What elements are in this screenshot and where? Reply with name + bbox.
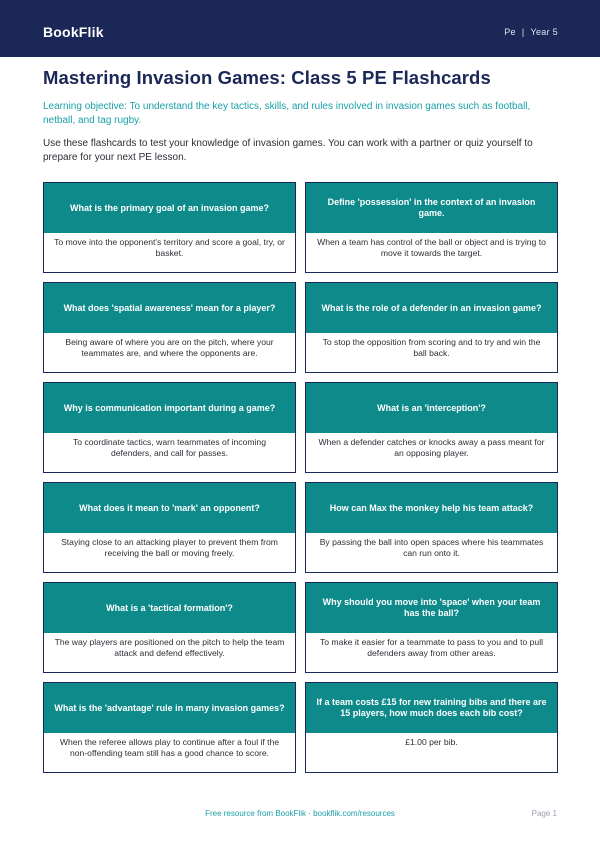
brand-logo[interactable]: BookFlik — [43, 24, 104, 40]
flashcard[interactable] — [43, 582, 296, 673]
page-title: Mastering Invasion Games: Class 5 PE Flashcards — [43, 67, 491, 88]
flashcard-question: Why is communication important during a game? — [44, 383, 295, 433]
flashcard[interactable] — [305, 582, 558, 673]
flashcard[interactable] — [43, 382, 296, 473]
flashcard-question: What is the role of a defender in an invasion game? — [306, 283, 557, 333]
flashcard-question: How can Max the monkey help his team attack? — [306, 483, 557, 533]
flashcard-answer: The way players are positioned on the pitch to help the team attack and defend effectively. — [44, 633, 295, 672]
flashcard[interactable] — [43, 482, 296, 573]
flashcard-grid — [43, 182, 558, 773]
flashcard[interactable] — [305, 482, 558, 573]
flashcard-question: What is an 'interception'? — [306, 383, 557, 433]
flashcard[interactable] — [43, 282, 296, 373]
footer-credit[interactable]: Free resource from BookFlik · bookflik.com/resources — [205, 809, 395, 818]
flashcard-answer: When the referee allows play to continue after a foul if the non-offending team still has a good chance to score. — [44, 733, 295, 772]
separator: | — [521, 27, 525, 37]
flashcard-answer: £1.00 per bib. — [306, 733, 557, 772]
flashcard-answer: Staying close to an attacking player to prevent them from receiving the ball or moving freely. — [44, 533, 295, 572]
flashcard-answer: To make it easier for a teammate to pass to you and to pull defenders away from other areas. — [306, 633, 557, 672]
flashcard-question: Why should you move into 'space' when your team has the ball? — [306, 583, 557, 633]
flashcard-question: What does 'spatial awareness' mean for a player? — [44, 283, 295, 333]
flashcard[interactable] — [305, 182, 558, 273]
flashcard[interactable] — [43, 182, 296, 273]
flashcard-question: What is the 'advantage' rule in many invasion games? — [44, 683, 295, 733]
learning-objective: Learning objective: To understand the key tactics, skills, and rules involved in invasion games such as football, netball, and tag rugby. — [43, 101, 531, 126]
flashcard-question: If a team costs £15 for new training bibs and there are 15 players, how much does each bib cost? — [306, 683, 557, 733]
flashcard-answer: By passing the ball into open spaces where his teammates can run onto it. — [306, 533, 557, 572]
flashcard-question: What is the primary goal of an invasion game? — [44, 183, 295, 233]
subject-year-label — [504, 27, 558, 37]
flashcard-answer: To coordinate tactics, warn teammates of incoming defenders, and call for passes. — [44, 433, 295, 472]
flashcard-answer: To stop the opposition from scoring and to try and win the ball back. — [306, 333, 557, 372]
flashcard[interactable] — [305, 682, 558, 773]
subject-label: Pe — [504, 27, 516, 37]
flashcard-answer: When a defender catches or knocks away a pass meant for an opposing player. — [306, 433, 557, 472]
page-number: Page 1 — [531, 809, 557, 818]
flashcard[interactable] — [43, 682, 296, 773]
flashcard-answer: To move into the opponent's territory and score a goal, try, or basket. — [44, 233, 295, 272]
year-label: Year 5 — [530, 27, 558, 37]
flashcard-answer: When a team has control of the ball or object and is trying to move it towards the target. — [306, 233, 557, 272]
header-bar — [0, 0, 600, 57]
flashcard-answer: Being aware of where you are on the pitch, where your teammates are, and where the opponents are. — [44, 333, 295, 372]
flashcard[interactable] — [305, 382, 558, 473]
flashcard[interactable] — [305, 282, 558, 373]
flashcard-question: What does it mean to 'mark' an opponent? — [44, 483, 295, 533]
flashcard-question: Define 'possession' in the context of an invasion game. — [306, 183, 557, 233]
intro-text: Use these flashcards to test your knowledge of invasion games. You can work with a partner or quiz yourself to prepare for your next PE lesson. — [43, 138, 533, 163]
flashcard-question: What is a 'tactical formation'? — [44, 583, 295, 633]
